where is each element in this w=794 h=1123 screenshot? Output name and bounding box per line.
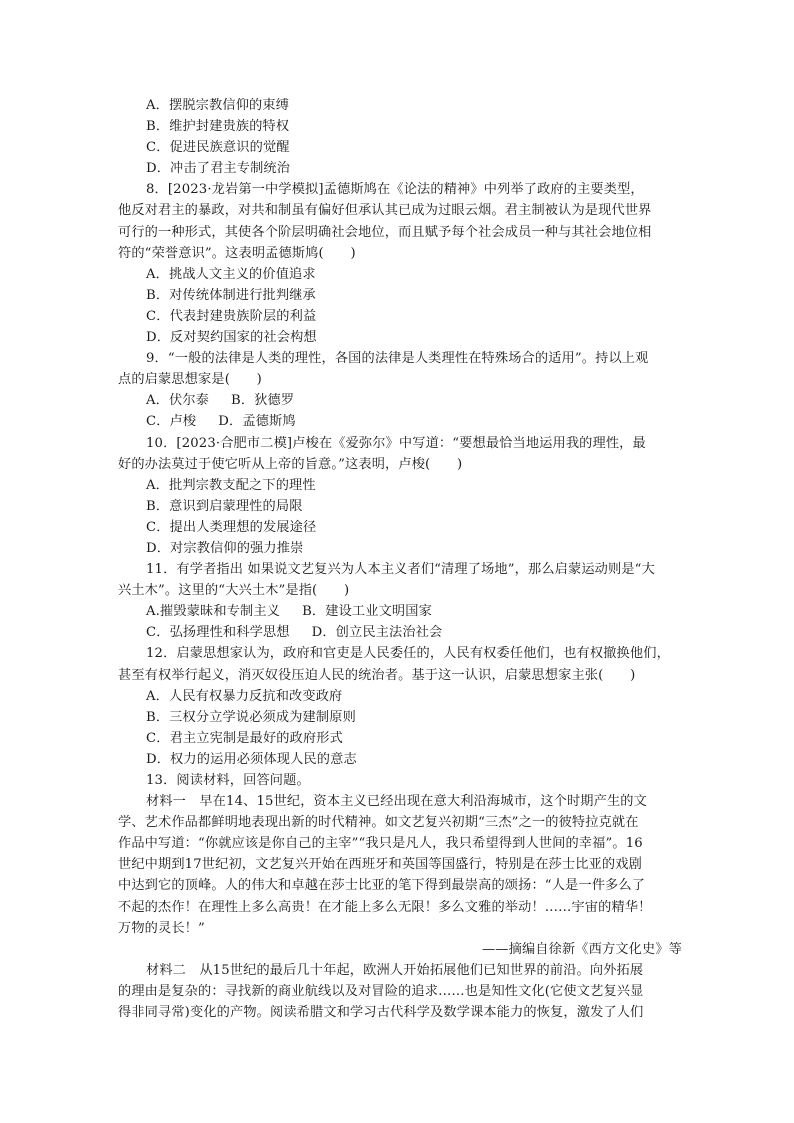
q13-intro: 13．阅读材料，回答问题。: [146, 773, 310, 788]
q13-material-1-line-2: 学、艺术作品都鲜明地表现出新的时代精神。如文艺复兴初期“三杰”之一的彼特拉克就在: [118, 815, 639, 831]
q8-option-d: D．反对契约国家的社会构想: [146, 330, 317, 346]
q13-material-1-line-6: 不起的杰作！在理性上多么高贵！在才能上多么无限！多么文雅的举动！……宇宙的精华！: [118, 899, 652, 915]
q11-option-b: B．建设工业文明国家: [302, 604, 432, 620]
q7-option-c: C．促进民族意识的觉醒: [146, 140, 290, 156]
q9-stem-line-2: 点的启蒙思想家是( ): [118, 372, 262, 388]
q8-stem-line-2: 他反对君主的暴政，对共和制虽有偏好但承认其已成为过眼云烟。君主制被认为是现代世界: [118, 203, 652, 219]
q9-option-c: C．卢梭: [146, 414, 197, 430]
q8-option-b: B．对传统体制进行批判继承: [146, 287, 316, 303]
q13-material-1-line-3: 作品中写道：“你就应该是你自己的主宰”“我只是凡人，我只希望得到人世间的幸福”。16: [118, 836, 643, 852]
q10-option-d: D．对宗教信仰的强力推崇: [146, 540, 304, 556]
q7-option-b: B．维护封建贵族的特权: [146, 119, 290, 135]
q13-material-2-line-2: 的理由是复杂的：寻找新的商业航线以及对冒险的追求……也是知性文化(它使文艺复兴显: [118, 983, 644, 999]
q13-material-1-line-5: 中达到它的顶峰。人的伟大和卓越在莎士比亚的笔下得到最崇高的颂扬：“人是一件多么了: [118, 878, 646, 894]
q7-option-d: D．冲击了君主专制统治: [146, 161, 291, 177]
q13-material-2-line-1: 材料二 从15世纪的最后几十年起，欧洲人开始拓展他们已知世界的前沿。向外拓展: [146, 962, 644, 978]
q11-stem-line-2: 兴土木”。这里的“大兴土木”是指( ): [118, 583, 350, 599]
q12-option-c: C．君主立宪制是最好的政府形式: [146, 730, 343, 746]
q11-options-row-2: [118, 622, 682, 643]
q9-option-b: B．狄德罗: [231, 393, 295, 409]
q11-options-row-1: [118, 601, 682, 622]
q9-stem-line-1: 9．“一般的法律是人类的理性，各国的法律是人类理性在特殊场合的适用”。持以上观: [146, 351, 649, 367]
q13-material-1-line-4: 世纪中期到17世纪初，文艺复兴开始在西班牙和英国等国盛行，特别是在莎士比亚的戏剧: [118, 857, 642, 873]
q11-option-c: C．弘扬理性和科学思想: [146, 625, 290, 641]
exam-page: [118, 95, 682, 1023]
q10-stem-line-2: 好的办法莫过于使它听从上帝的旨意。”这表明，卢梭( ): [118, 456, 463, 472]
q9-options-row-1: [118, 390, 682, 411]
q10-stem-line-1: 10．[2023·合肥市二模]卢梭在《爱弥尔》中写道：“要想最恰当地运用我的理性，最: [146, 435, 646, 451]
q12-option-b: B．三权分立学说必须成为建制原则: [146, 709, 356, 725]
q9-option-a: A．伏尔泰: [146, 393, 210, 409]
q8-stem-line-1: 8．[2023·龙岩第一中学模拟]孟德斯鸠在《论法的精神》中列举了政府的主要类型，: [146, 182, 644, 198]
q10-option-c: C．提出人类理想的发展途径: [146, 519, 317, 535]
q12-option-d: D．权力的运用必须体现人民的意志: [146, 751, 357, 767]
q8-stem-line-4: 符的“荣誉意识”。这表明孟德斯鸠( ): [118, 245, 356, 261]
q7-option-a: A．摆脱宗教信仰的束缚: [146, 98, 290, 113]
q8-stem-line-3: 可行的一种形式，其使各个阶层明确社会地位，而且赋予每个社会成员一种与其社会地位相: [118, 224, 652, 240]
q13-material-1-source: ——摘编自徐新《西方文化史》等: [481, 941, 682, 957]
q13-material-2-line-3: 得非同寻常)变化的产物。阅读希腊文和学习古代科学及数学课本能力的恢复，激发了人们: [118, 1005, 644, 1021]
q13-material-1-line-7: 万物的灵长！”: [118, 920, 205, 936]
q8-option-c: C．代表封建贵族阶层的利益: [146, 308, 317, 324]
q12-stem-line-2: 甚至有权举行起义，消灭奴役压迫人民的统治者。基于这一认识，启蒙思想家主张( ): [118, 667, 636, 683]
q13-material-1-line-1: 材料一 早在14、15世纪，资本主义已经出现在意大利沿海城市，这个时期产生的文: [146, 794, 647, 810]
q10-option-a: A．批判宗教支配之下的理性: [146, 477, 316, 493]
q10-option-b: B．意识到启蒙理性的局限: [146, 498, 303, 514]
q9-options-row-2: [118, 411, 682, 432]
q12-option-a: A．人民有权暴力反抗和改变政府: [146, 688, 343, 704]
q11-option-a: A.摧毁蒙昧和专制主义: [146, 604, 281, 620]
q11-option-d: D．创立民主法治社会: [311, 625, 443, 641]
q12-stem-line-1: 12．启蒙思想家认为，政府和官吏是人民委任的，人民有权委任他们，也有权撤换他们，: [146, 646, 670, 662]
q9-option-d: D．孟德斯鸠: [218, 414, 296, 430]
q8-option-a: A．挑战人文主义的价值追求: [146, 266, 316, 282]
q11-stem-line-1: 11．有学者指出 如果说文艺复兴为人本主义者们“清理了场地”，那么启蒙运动则是“大: [146, 562, 655, 578]
